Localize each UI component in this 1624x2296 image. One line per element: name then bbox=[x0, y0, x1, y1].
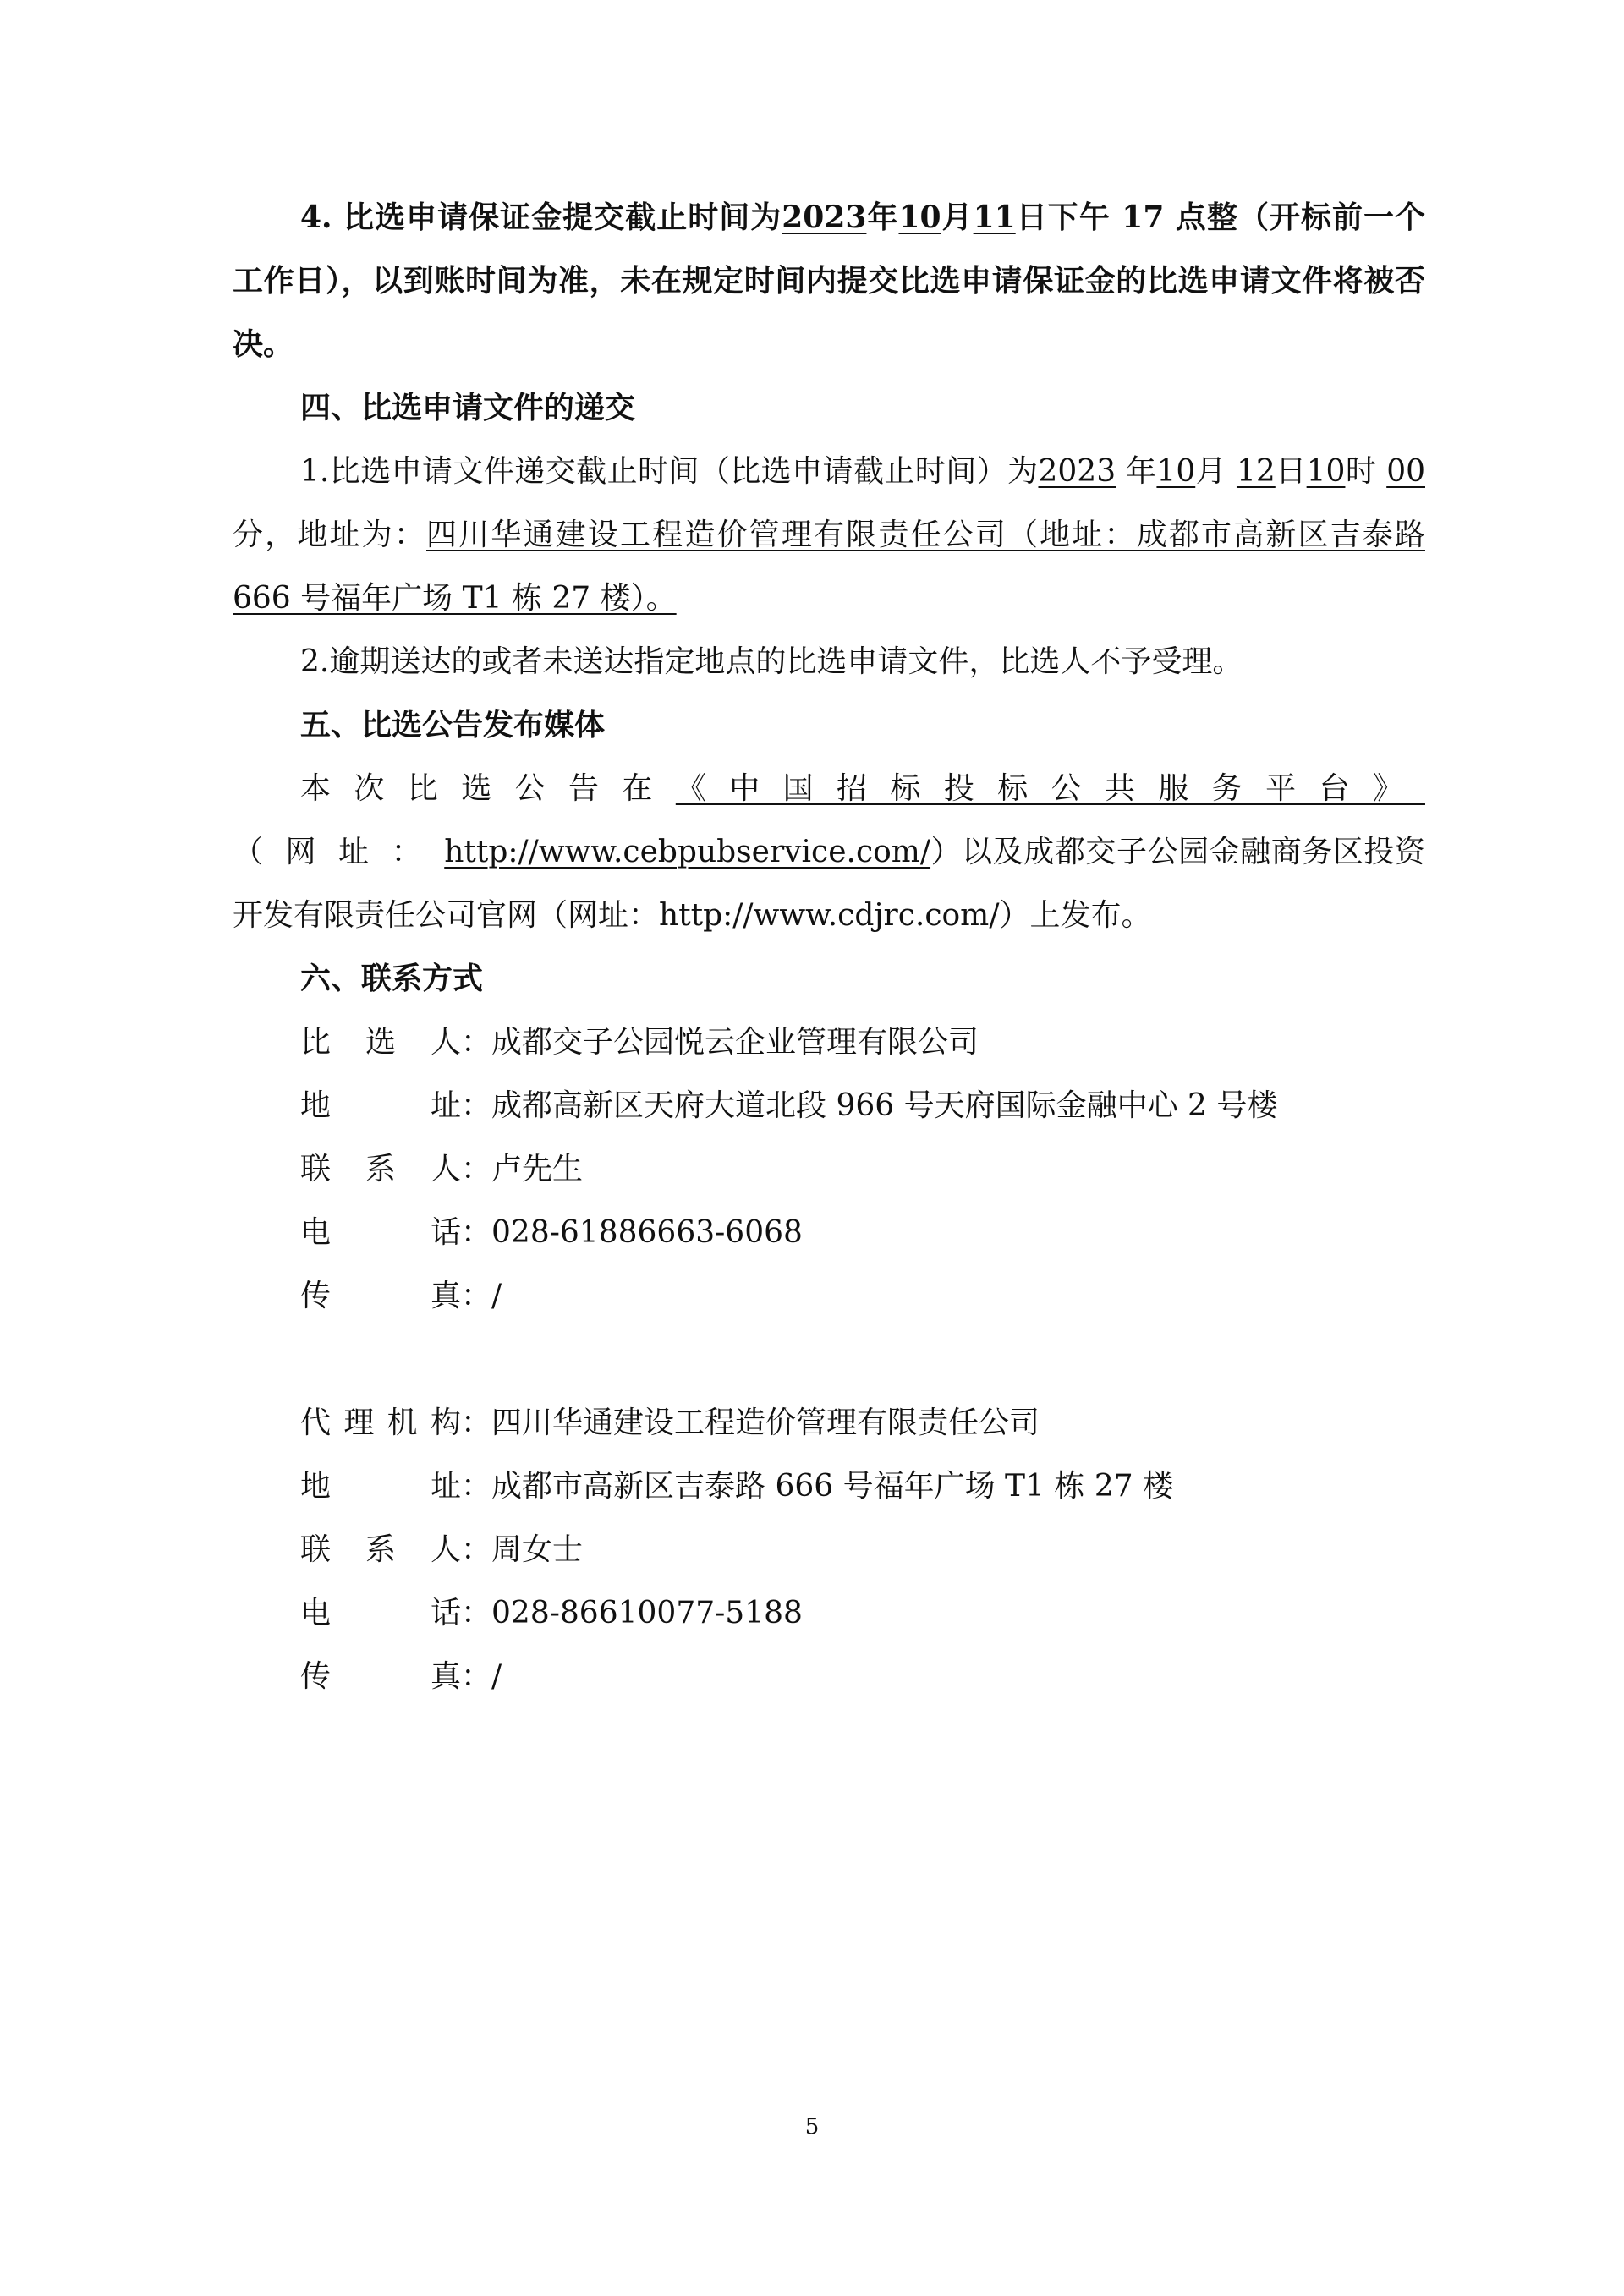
section-4-title: 四、比选申请文件的递交 bbox=[300, 390, 636, 425]
section-4-paragraph-2: 2.逾期送达的或者未送达指定地点的比选申请文件，比选人不予受理。 bbox=[300, 644, 1243, 679]
text: 时 bbox=[1345, 454, 1377, 489]
section-5-title: 五、比选公告发布媒体 bbox=[300, 707, 606, 743]
text: 本次比选公告在 bbox=[300, 771, 676, 806]
item-4-deposit-deadline bbox=[233, 186, 1425, 376]
contact-label: 地址 bbox=[300, 1469, 461, 1504]
buyer-contact-block bbox=[233, 1011, 1425, 1328]
contact-label: 电话 bbox=[300, 1215, 461, 1250]
submit-minute: 00 bbox=[1386, 454, 1425, 489]
text: （网址： bbox=[233, 835, 445, 869]
contact-row: 地址 ： 成都市高新区吉泰路 666 号福年广场 T1 栋 27 楼 bbox=[233, 1455, 1425, 1518]
contact-label: 传真 bbox=[300, 1279, 461, 1313]
submit-address: 四川华通建设工程造价管理有限责任公司（地址：成都市高新区吉泰路 666 号福年广场 T1 栋 27 楼）。 bbox=[233, 518, 1425, 616]
contact-row: 传真 ： / bbox=[233, 1645, 1425, 1708]
contact-value: 周女士 bbox=[491, 1532, 584, 1567]
contact-label: 传真 bbox=[300, 1659, 461, 1694]
contact-row: 电话 ： 028-86610077-5188 bbox=[233, 1581, 1425, 1645]
contact-label: 地址 bbox=[300, 1088, 461, 1123]
contact-value: 成都交子公园悦云企业管理有限公司 bbox=[491, 1025, 979, 1060]
text: 日 bbox=[1275, 454, 1307, 489]
section-4-paragraph-1 bbox=[233, 440, 1425, 630]
section-5-paragraph bbox=[233, 757, 1425, 947]
submit-hour: 10 bbox=[1306, 454, 1346, 489]
contact-value: 成都高新区天府大道北段 966 号天府国际金融中心 2 号楼 bbox=[491, 1088, 1278, 1123]
contact-row: 比选人 ： 成都交子公园悦云企业管理有限公司 bbox=[233, 1011, 1425, 1074]
contact-row: 联系人 ： 卢先生 bbox=[233, 1137, 1425, 1201]
text: 4. 比选申请保证金提交截止时间为 bbox=[300, 200, 782, 235]
spacer bbox=[233, 1328, 1425, 1391]
deadline-month: 10 bbox=[898, 200, 941, 235]
text: 年 bbox=[1125, 454, 1157, 489]
contact-row: 传真 ： / bbox=[233, 1264, 1425, 1328]
contact-label: 代理机构 bbox=[300, 1406, 461, 1440]
contact-value: 卢先生 bbox=[491, 1152, 584, 1186]
text: 1.比选申请文件递交截止时间（比选申请截止时间）为 bbox=[300, 454, 1039, 489]
agent-contact-block bbox=[233, 1391, 1425, 1708]
contact-label: 电话 bbox=[300, 1596, 461, 1630]
platform-url-link[interactable]: http://www.cebpubservice.com/ bbox=[444, 835, 931, 869]
document-body bbox=[233, 186, 1425, 1708]
contact-value: / bbox=[491, 1659, 502, 1694]
page-number: 5 bbox=[804, 2114, 820, 2140]
contact-row: 代理机构 ： 四川华通建设工程造价管理有限责任公司 bbox=[233, 1391, 1425, 1455]
text: 分，地址为： bbox=[233, 518, 426, 552]
text: 月 bbox=[1195, 454, 1227, 489]
contact-value: / bbox=[491, 1279, 502, 1313]
contact-label: 联系人 bbox=[300, 1152, 461, 1186]
platform-name: 《中国招标投标公共服务平台》 bbox=[675, 771, 1425, 806]
contact-value: 四川华通建设工程造价管理有限责任公司 bbox=[491, 1406, 1040, 1440]
contact-row: 联系人 ： 周女士 bbox=[233, 1518, 1425, 1581]
section-6-title: 六、联系方式 bbox=[300, 961, 484, 996]
contact-label: 联系人 bbox=[300, 1532, 461, 1567]
contact-value: 成都市高新区吉泰路 666 号福年广场 T1 栋 27 楼 bbox=[491, 1469, 1174, 1504]
text: 年 bbox=[866, 200, 899, 235]
contact-value: 028-61886663-6068 bbox=[491, 1215, 803, 1250]
deadline-year: 2023 bbox=[782, 200, 867, 235]
contact-label: 比选人 bbox=[300, 1025, 461, 1060]
text: 日下午 17 点整（开标前一个工作日），以到账时间为准，未在规定时间内提交比选申请保证金的比选申请文件将被否决。 bbox=[233, 200, 1425, 362]
text: 月 bbox=[941, 200, 974, 235]
contact-row: 电话 ： 028-61886663-6068 bbox=[233, 1201, 1425, 1264]
contact-value: 028-86610077-5188 bbox=[491, 1596, 803, 1630]
deadline-day: 11 bbox=[973, 200, 1016, 235]
contact-row: 地址 ： 成都高新区天府大道北段 966 号天府国际金融中心 2 号楼 bbox=[233, 1074, 1425, 1137]
text: ）以及成都交子公园金融商务区投资开发有限责任公司官网（网址：http://www.cdjrc.com/）上发布。 bbox=[233, 835, 1425, 933]
submit-day: 12 bbox=[1236, 454, 1276, 489]
submit-year: 2023 bbox=[1038, 454, 1116, 489]
submit-month: 10 bbox=[1156, 454, 1196, 489]
